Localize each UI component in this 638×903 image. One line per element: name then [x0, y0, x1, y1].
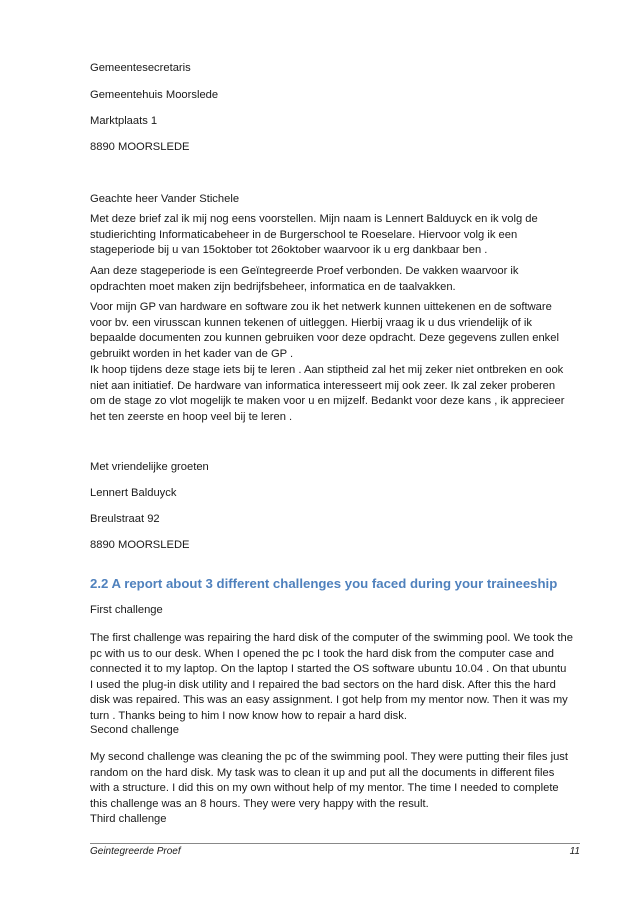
salutation: Geachte heer Vander Stichele [90, 193, 240, 205]
second-challenge-body [90, 750, 570, 812]
letter-paragraph-1 [90, 212, 570, 259]
recipient-city: 8890 MOORSLEDE [90, 141, 190, 153]
letter-paragraph-3 [90, 300, 570, 362]
text-line: het ten zeerste en hoop veel bij te leren . [90, 410, 293, 423]
sender-street: Breulstraat 92 [90, 513, 160, 525]
text-line: opdrachten moet maken zijn bedrijfsbeheer, informatica en de taalvakken. [90, 280, 456, 293]
text-line: om de stage zo vlot mogelijk te maken voor u en mijzelf. Bedankt voor deze kans , ik apprecieer [90, 395, 565, 408]
closing: Met vriendelijke groeten [90, 461, 209, 473]
text-line: My second challenge was cleaning the pc of the swimming pool. They were putting their files just [90, 751, 568, 763]
sender-name: Lennert Balduyck [90, 487, 177, 499]
text-line: I used the plug-in disk utility and I repaired the bad sectors on the hard disk. After this the hard [90, 678, 556, 691]
text-line: gebruikt worden in het kader van de GP . [90, 347, 294, 360]
footer-divider [90, 843, 580, 844]
text-line: random on the hard disk. My task was to clean it up and put all the documents in different files [90, 766, 555, 779]
section-heading: 2.2 A report about 3 different challenges you faced during your traineeship [90, 576, 558, 591]
first-challenge-body [90, 631, 573, 725]
text-line: niet aan initiatief. De hardware van informatica interesseert mij ook zeer. Ik zal zeker proberen [90, 379, 556, 392]
text-line: bepaalde documenten zou kunnen gebruiken voor deze opdracht. Deze gegevens zullen enkel [90, 332, 559, 345]
second-challenge-title: Second challenge [90, 724, 179, 736]
text-line: connected it to my laptop. On the laptop I started the OS software ubuntu 10.04 . On that ubuntu [90, 663, 567, 676]
text-line: pc with us to our desk. When I opened the pc I took the hard disk from the computer case and [90, 647, 554, 660]
third-challenge-title: Third challenge [90, 813, 167, 825]
text-line: this challenge was an 8 hours. They were very happy with the result. [90, 797, 429, 810]
footer-title: Geintegreerde Proef [90, 846, 181, 857]
letter-paragraph-2 [90, 264, 570, 295]
recipient-street: Marktplaats 1 [90, 115, 158, 127]
text-line: studierichting Informaticabeheer in de Burgerschool te Roeselare. Hiervoor volg ik een [90, 228, 518, 241]
page-number: 11 [569, 846, 580, 857]
sender-city: 8890 MOORSLEDE [90, 539, 190, 551]
letter-paragraph-4 [90, 363, 570, 425]
text-line: stageperiode bij u van 15oktober tot 26oktober waarvoor ik u erg dankbaar ben . [90, 244, 488, 257]
text-line: voor bv. een virusscan kunnen tekenen of uitleggen. Hierbij vraag ik u dus vriendelijk of ik [90, 316, 532, 329]
first-challenge-title: First challenge [90, 604, 163, 616]
text-line: turn . Thanks being to him I now know how to repair a hard disk. [90, 709, 407, 722]
text-line: disk was repaired. This was an easy assignment. I got help from my mentor now. Then it was my [90, 694, 568, 707]
text-line: Voor mijn GP van hardware en software zou ik het netwerk kunnen uittekenen en de software [90, 301, 552, 313]
recipient-title: Gemeentesecretaris [90, 62, 191, 74]
text-line: Aan deze stageperiode is een Geïntegreerde Proef verbonden. De vakken waarvoor ik [90, 265, 519, 277]
text-line: with a structure. I did this on my own without help of my mentor. The time I needed to complete [90, 782, 559, 795]
text-line: Met deze brief zal ik mij nog eens voorstellen. Mijn naam is Lennert Balduyck en ik volg de [90, 213, 538, 225]
text-line: Ik hoop tijdens deze stage iets bij te leren . Aan stiptheid zal het mij zeker niet ontbreken en ook [90, 364, 564, 376]
recipient-building: Gemeentehuis Moorslede [90, 89, 219, 101]
text-line: The first challenge was repairing the hard disk of the computer of the swimming pool. We took the [90, 632, 573, 644]
